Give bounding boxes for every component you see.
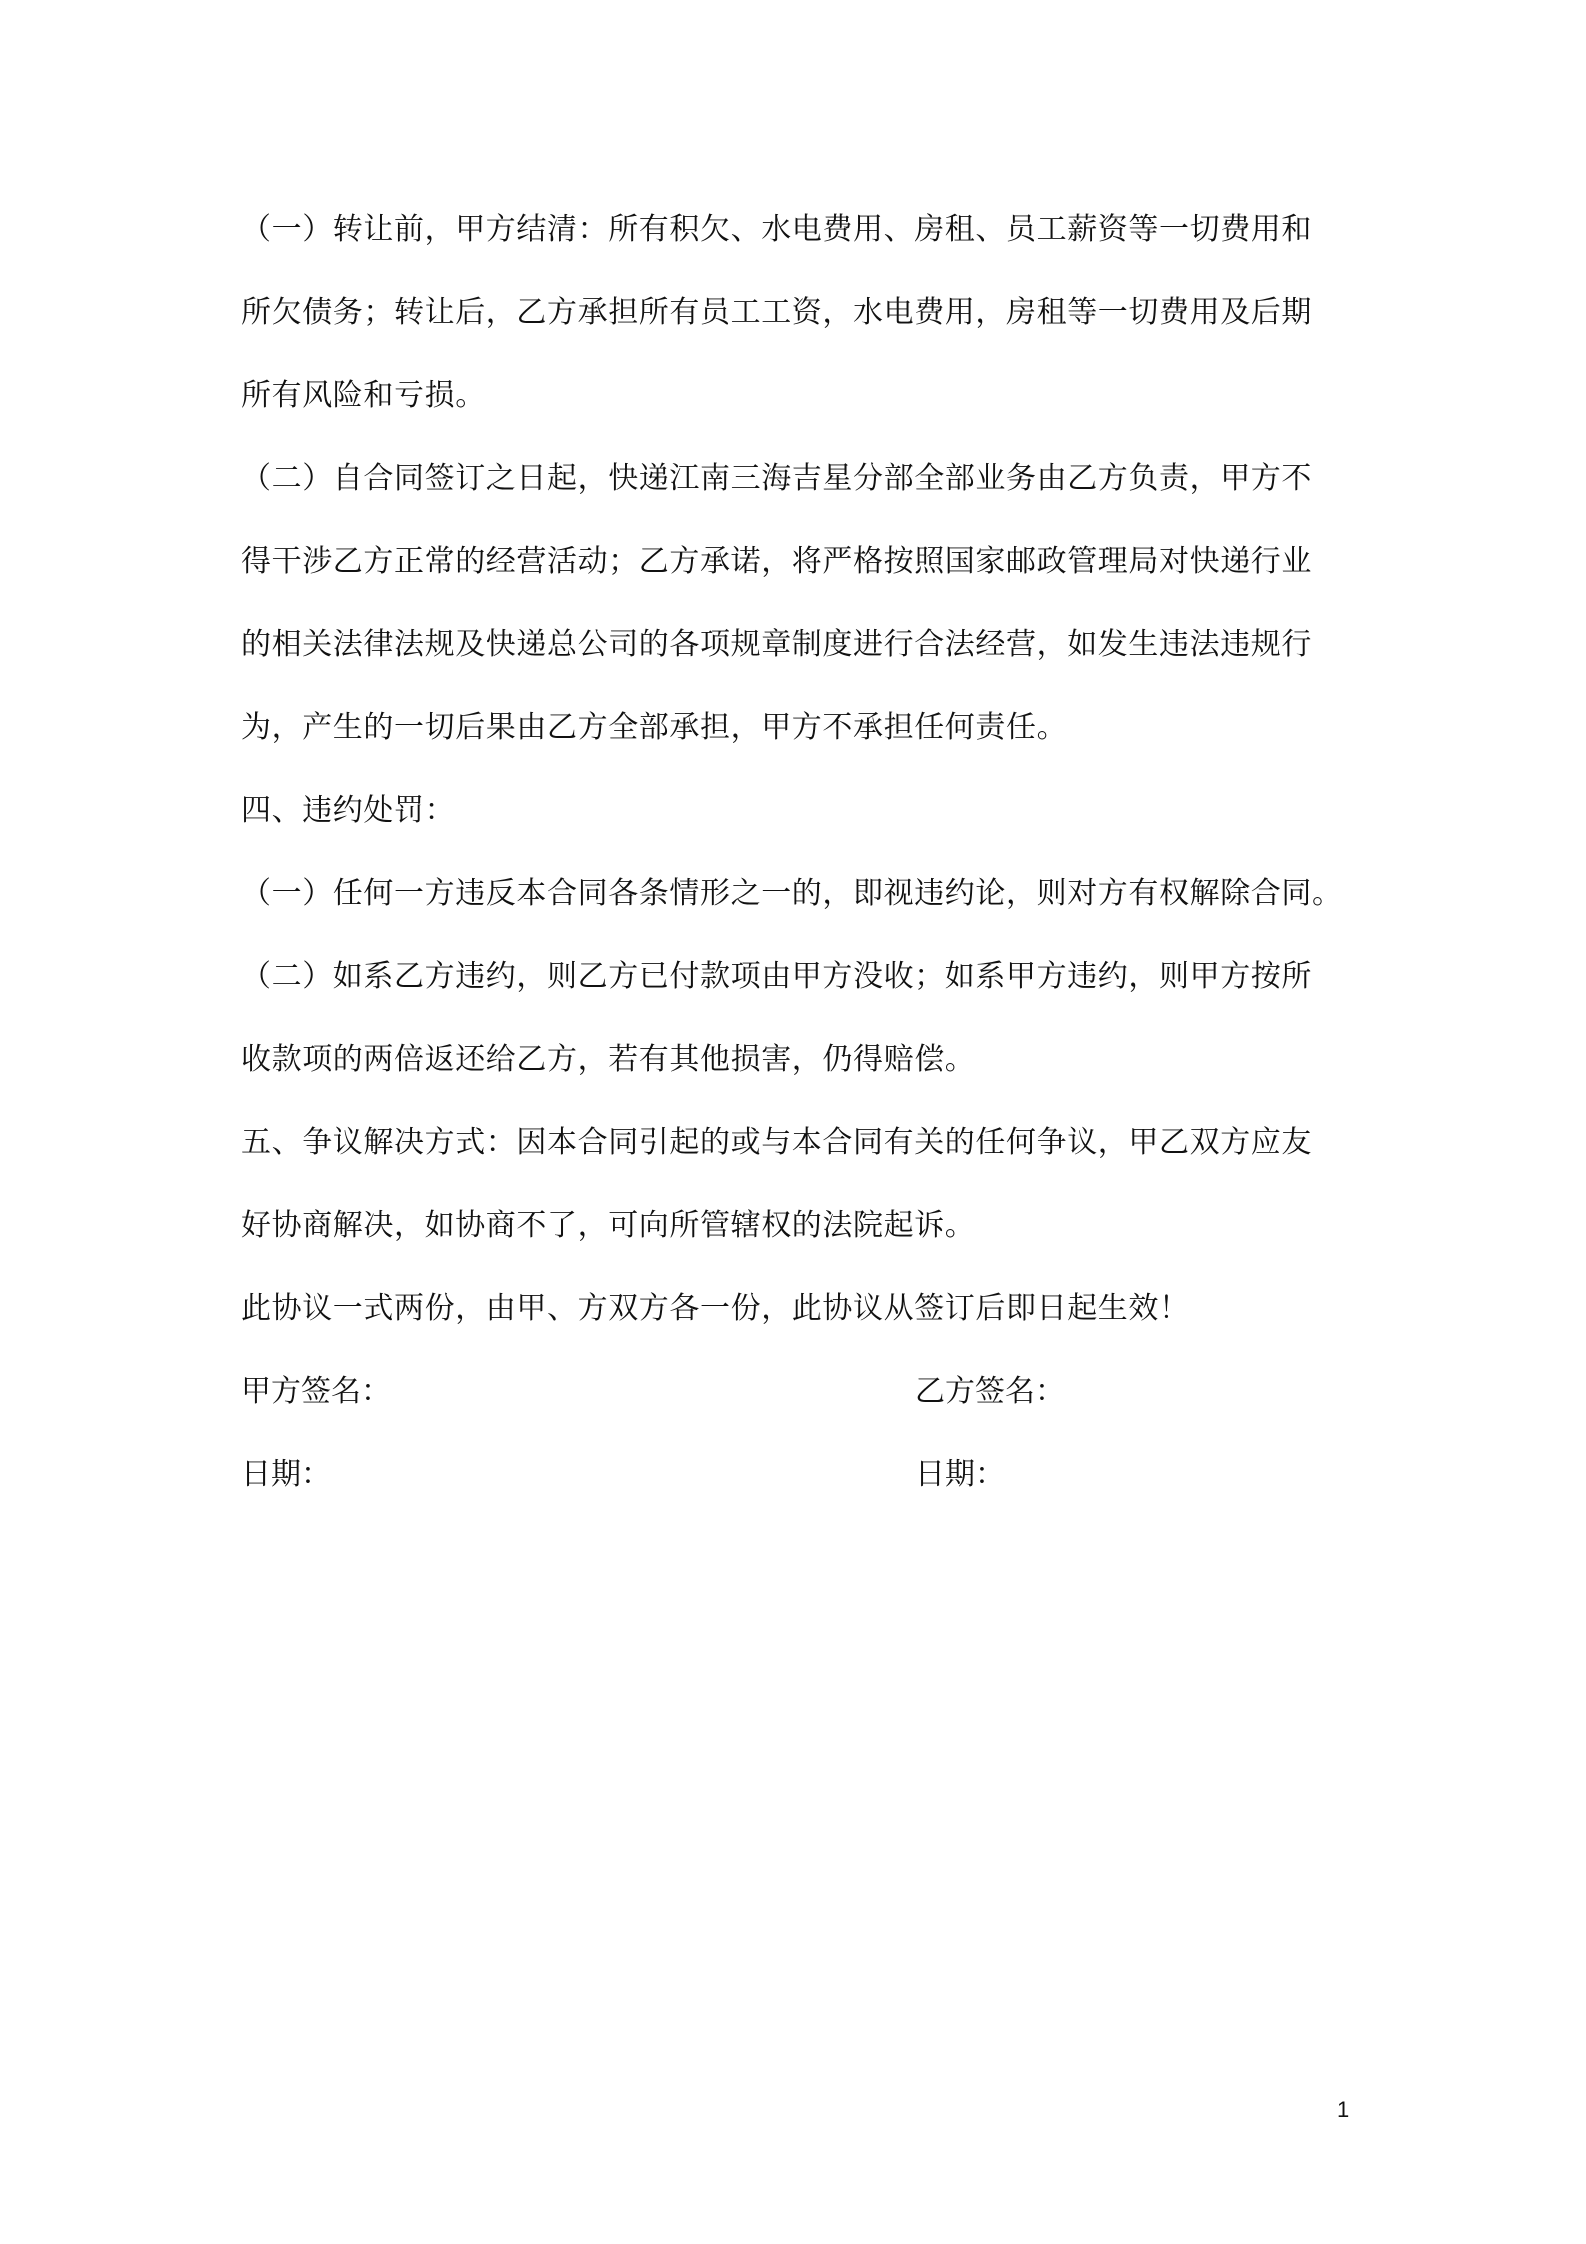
text-line: 所有风险和亏损。 [241,378,486,413]
text-line: 所欠债务；转让后，乙方承担所有员工工资，水电费用，房租等一切费用及后期 [241,295,1312,330]
party-a-signature-label: 甲方签名： [241,1374,391,1409]
text-line: 的相关法律法规及快递总公司的各项规章制度进行合法经营，如发生违法违规行 [241,627,1312,662]
text-line: 此协议一式两份，由甲、方双方各一份，此协议从签订后即日起生效！ [241,1291,1190,1326]
party-a-date-label: 日期： [241,1457,331,1492]
text-line: 收款项的两倍返还给乙方，若有其他损害，仍得赔偿。 [241,1042,976,1077]
text-line: 好协商解决，如协商不了，可向所管辖权的法院起诉。 [241,1208,976,1243]
text-line: （一）转让前，甲方结清：所有积欠、水电费用、房租、员工薪资等一切费用和 [241,212,1312,247]
section-heading: 四、违约处罚： [241,793,456,828]
text-line: （二）自合同签订之日起，快递江南三海吉星分部全部业务由乙方负责，甲方不 [241,461,1312,496]
text-line: （一）任何一方违反本合同各条情形之一的，即视违约论，则对方有权解除合同。 [241,876,1343,911]
text-line: （二）如系乙方违约，则乙方已付款项由甲方没收；如系甲方违约，则甲方按所 [241,959,1312,994]
text-line: 为，产生的一切后果由乙方全部承担，甲方不承担任何责任。 [241,710,1068,745]
page-number: 1 [1337,2097,1350,2122]
party-b-signature-label: 乙方签名： [915,1374,1065,1409]
text-line: 五、争议解决方式：因本合同引起的或与本合同有关的任何争议，甲乙双方应友 [241,1125,1312,1160]
text-line: 得干涉乙方正常的经营活动；乙方承诺，将严格按照国家邮政管理局对快递行业 [241,544,1312,579]
party-b-date-label: 日期： [915,1457,1005,1492]
